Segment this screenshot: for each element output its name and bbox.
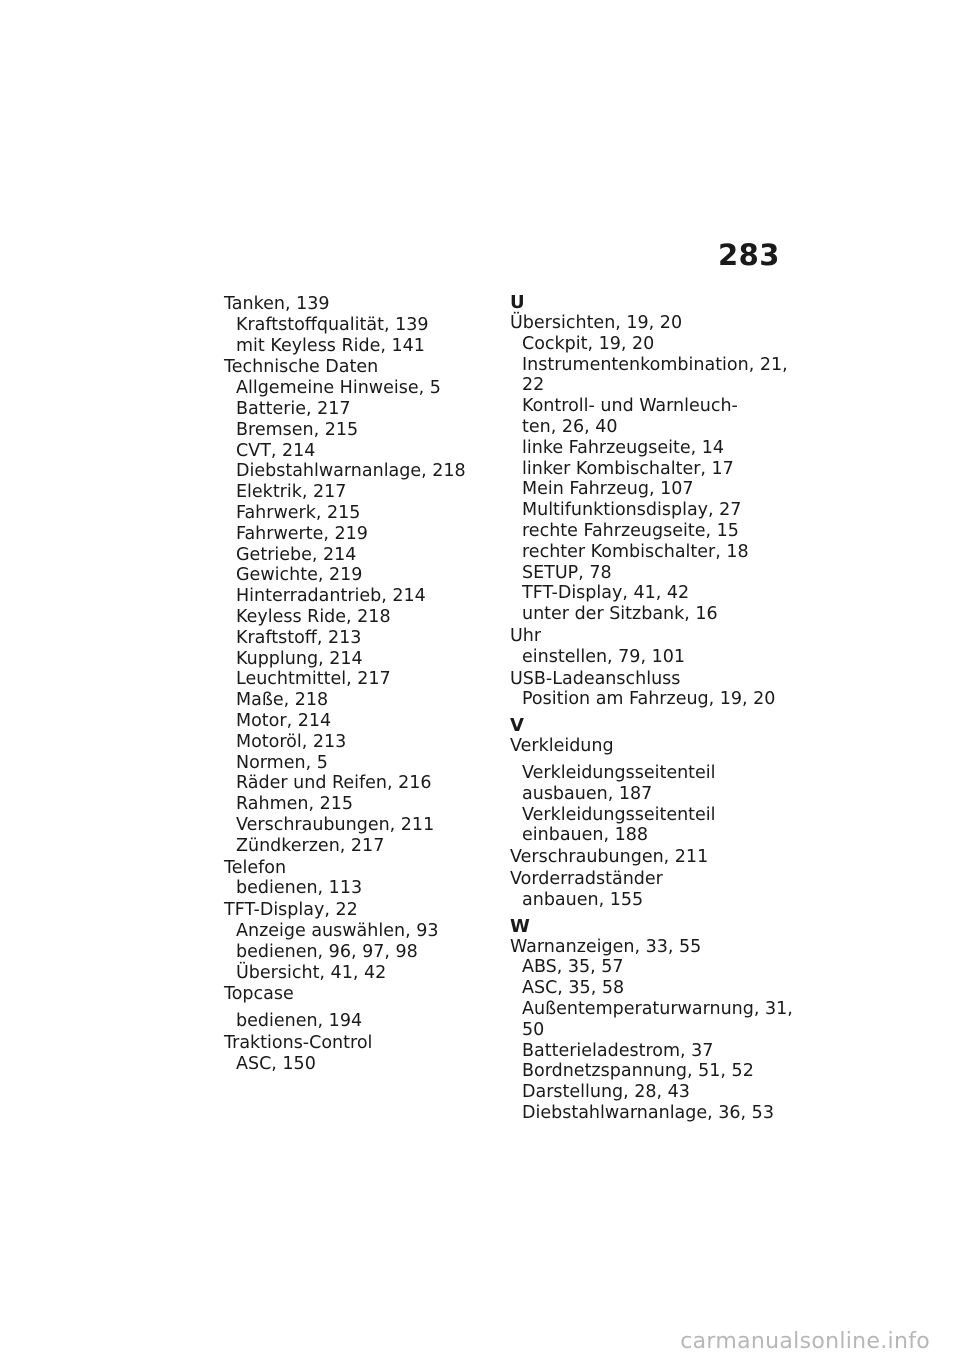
index-subentry: Batterie, 217 — [236, 398, 351, 419]
index-entry: Verschraubungen, 211 — [510, 847, 709, 868]
index-subentry: Hinterradantrieb, 214 — [236, 586, 426, 607]
index-subentry: Multifunktionsdisplay, 27 — [522, 500, 742, 521]
index-section-letter: V — [510, 715, 524, 737]
index-subentry: Motoröl, 213 — [236, 731, 347, 752]
index-subentry: 22 — [522, 375, 545, 396]
index-subentry: Kontroll- und Warnleuch- — [522, 396, 738, 417]
index-subentry: Verkleidungsseitenteil — [522, 762, 716, 783]
index-entry: Übersichten, 19, 20 — [510, 313, 683, 333]
index-subentry: Cockpit, 19, 20 — [522, 333, 655, 354]
page-number: 283 — [717, 238, 780, 272]
index-subentry: Mein Fahrzeug, 107 — [522, 479, 694, 500]
index-subentry: ausbauen, 187 — [522, 783, 653, 804]
index-subentry: Fahrwerk, 215 — [236, 502, 361, 523]
index-subentry: rechter Kombischalter, 18 — [522, 541, 749, 562]
index-column-left — [224, 293, 494, 1074]
index-subentry: Diebstahlwarnanlage, 218 — [236, 461, 466, 482]
index-entry: TFT-Display, 22 — [224, 900, 358, 921]
index-subentry: Kraftstoffqualität, 139 — [236, 314, 429, 335]
index-entry: Traktions-Control — [224, 1032, 373, 1053]
index-subentry: ten, 26, 40 — [522, 416, 618, 437]
index-subentry: bedienen, 113 — [236, 878, 363, 899]
index-entry: Vorderradständer — [510, 868, 663, 889]
index-subentry: Maße, 218 — [236, 690, 329, 711]
index-entry: Uhr — [510, 625, 542, 646]
index-subentry: Kraftstoff, 213 — [236, 627, 362, 648]
index-subentry: Diebstahlwarnanlage, 36, 53 — [522, 1102, 774, 1123]
index-subentry: Übersicht, 41, 42 — [236, 962, 387, 983]
index-subentry: Elektrik, 217 — [236, 482, 347, 503]
index-subentry: CVT, 214 — [236, 440, 316, 461]
index-subentry: Batterieladestrom, 37 — [522, 1040, 714, 1061]
index-subentry: bedienen, 194 — [236, 1011, 363, 1032]
index-subentry: Anzeige auswählen, 93 — [236, 920, 439, 941]
index-subentry: Zündkerzen, 217 — [236, 835, 385, 856]
index-subentry: einbauen, 188 — [522, 825, 649, 846]
index-subentry: ASC, 35, 58 — [522, 978, 625, 999]
index-subentry: Verkleidungsseitenteil — [522, 804, 716, 825]
index-subentry: mit Keyless Ride, 141 — [236, 335, 425, 356]
index-subentry: Position am Fahrzeug, 19, 20 — [522, 689, 776, 710]
index-subentry: Bremsen, 215 — [236, 419, 359, 440]
index-subentry: Räder und Reifen, 216 — [236, 773, 432, 794]
index-subentry: unter der Sitzbank, 16 — [522, 604, 718, 625]
index-subentry: Normen, 5 — [236, 752, 328, 773]
index-section-letter: W — [510, 915, 530, 937]
index-entry: Telefon — [224, 857, 287, 878]
index-subentry: TFT-Display, 41, 42 — [522, 583, 690, 604]
index-subentry: Rahmen, 215 — [236, 794, 354, 815]
watermark-footer: carmanualsonline.info — [680, 1329, 930, 1354]
index-entry: Warnanzeigen, 33, 55 — [510, 936, 702, 957]
index-entry: Verkleidung — [510, 736, 614, 757]
index-subentry: anbauen, 155 — [522, 889, 644, 910]
index-entry: USB-Ladeanschluss — [510, 668, 681, 689]
index-subentry: ASC, 150 — [236, 1053, 316, 1074]
index-subentry: Fahrwerte, 219 — [236, 523, 368, 544]
index-subentry: Keyless Ride, 218 — [236, 606, 391, 627]
index-subentry: Bordnetzspannung, 51, 52 — [522, 1061, 754, 1082]
index-subentry: Motor, 214 — [236, 710, 332, 731]
index-subentry: einstellen, 79, 101 — [522, 646, 685, 667]
index-entry: Tanken, 139 — [224, 294, 330, 314]
index-subentry: bedienen, 96, 97, 98 — [236, 941, 418, 962]
index-subentry: linker Kombischalter, 17 — [522, 458, 734, 479]
index-subentry: SETUP, 78 — [522, 562, 612, 583]
index-subentry: rechte Fahrzeugseite, 15 — [522, 520, 739, 541]
index-subentry: Allgemeine Hinweise, 5 — [236, 378, 441, 399]
index-entry: Technische Daten — [224, 357, 379, 378]
index-subentry: 50 — [522, 1019, 545, 1040]
index-subentry: Darstellung, 28, 43 — [522, 1082, 690, 1103]
index-section-letter: U — [510, 292, 525, 313]
index-subentry: ABS, 35, 57 — [522, 957, 624, 978]
index-subentry: linke Fahrzeugseite, 14 — [522, 437, 725, 458]
index-subentry: Kupplung, 214 — [236, 648, 363, 669]
index-subentry: Außentemperaturwarnung, 31, — [522, 998, 793, 1019]
index-subentry: Verschraubungen, 211 — [236, 814, 435, 835]
index-subentry: Leuchtmittel, 217 — [236, 669, 391, 690]
index-subentry: Gewichte, 219 — [236, 565, 363, 586]
index-subentry: Instrumentenkombination, 21, — [522, 354, 788, 375]
index-subentry: Getriebe, 214 — [236, 544, 357, 565]
index-column-right — [510, 293, 795, 1124]
index-entry: Topcase — [224, 984, 294, 1005]
